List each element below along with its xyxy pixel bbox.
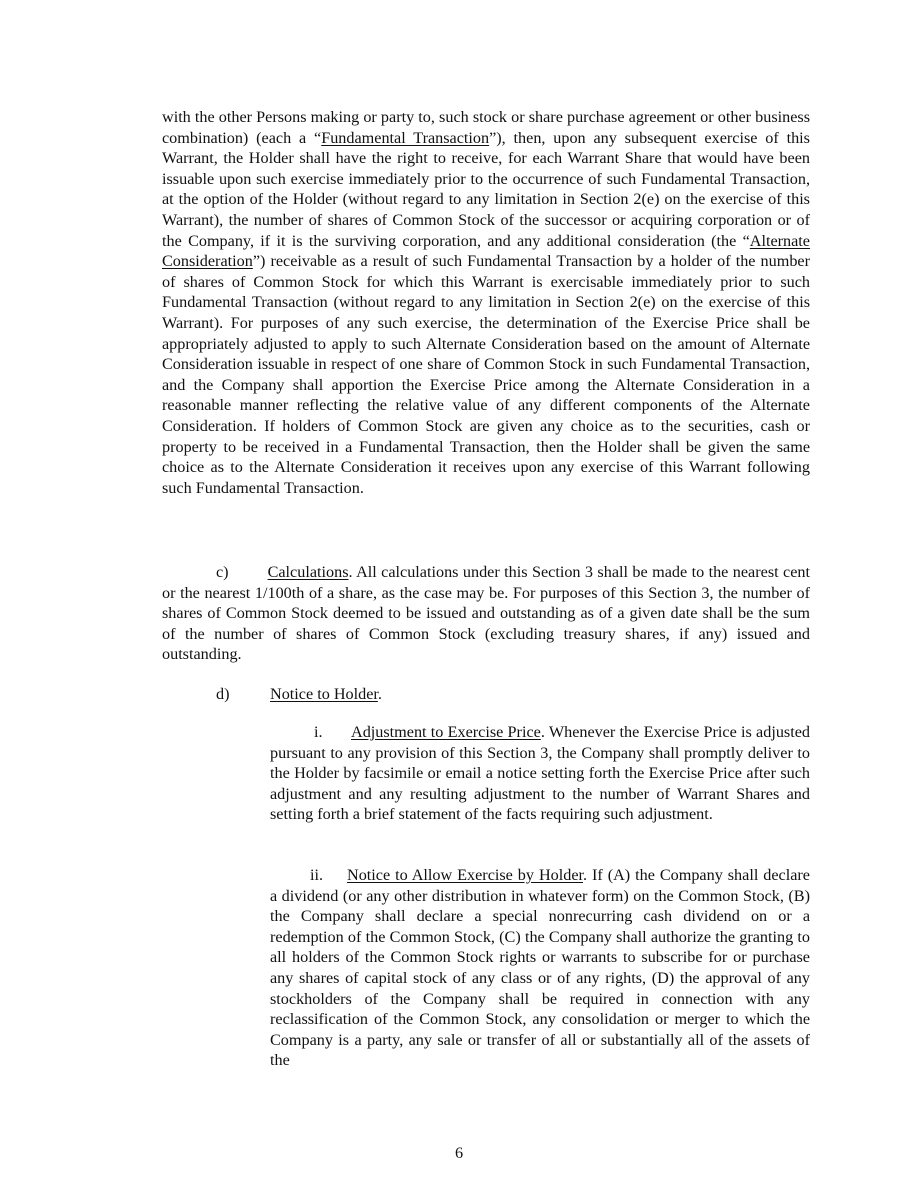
subsection-body: . If (A) the Company shall declare a dividend (or any other distribution in whatever form) on the Common Stock, (B) the Company shall declare a special nonrecurring cash dividend on or a redemption of the Common Stock, (C) the Company shall authorize the granting to all holders of the Common Stock rights or warrants to subscribe for or purchase any shares of capital stock of any class or of any rights, (D) the approval of any stockholders of the Company shall be required in connection with any reclassification of the Common Stock, any consolidation or merger to which the Company is a party, any sale or transfer of all or substantially all of the assets of the [270, 866, 810, 1070]
subsection-i-adjustment [270, 722, 810, 825]
subsection-body: . Whenever the Exercise Price is adjusted pursuant to any provision of this Section 3, the Company shall promptly deliver to the Holder by facsimile or email a notice setting forth the Exercise Price after such adjustment and any resulting adjustment to the number of Warrant Shares and setting forth a brief statement of the facts requiring such adjustment. [270, 723, 810, 824]
section-title: Notice to Holder [270, 685, 378, 703]
subsection-title: Adjustment to Exercise Price [351, 723, 541, 741]
paragraph-text-part: with the other Persons making or party to, such stock or share purchase agreement or other business combination) (each a “ [162, 108, 810, 147]
section-number: d) [216, 685, 230, 703]
section-number: c) [216, 563, 229, 581]
section-title-suffix: . [377, 685, 382, 703]
section-title-wrap [270, 684, 382, 705]
defined-term-fundamental-transaction: Fundamental Transaction [321, 128, 490, 147]
page-number: 6 [454, 1144, 464, 1162]
section-c-calculations [162, 562, 810, 665]
subsection-number: i. [314, 723, 323, 741]
defined-term-alternate-consideration: Alternate Consideration [162, 231, 810, 271]
section-title: Calculations [267, 563, 349, 581]
paragraph-text-part: ”) receivable as a result of such Fundamental Transaction by a holder of the number of shares of Common Stock for which this Warrant is exercisable immediately prior to such Fundamental Transaction (without regard to any limitation in Section 2(e) on the exercise of this Warrant). For purposes of any such exercise, the determination of the Exercise Price shall be appropriately adjusted to apply to such Alternate Consideration based on the amount of Alternate Consideration issuable in respect of one share of Common Stock in such Fundamental Transaction, and the Company shall apportion the Exercise Price among the Alternate Consideration in a reasonable manner reflecting the relative value of any different components of the Alternate Consideration. If holders of Common Stock are given any choice as to the securities, cash or property to be received in a Fundamental Transaction, then the Holder shall be given the same choice as to the Alternate Consideration it receives upon any exercise of this Warrant following such Fundamental Transaction. [162, 252, 810, 497]
fundamental-transaction-paragraph [162, 107, 810, 498]
subsection-title: Notice to Allow Exercise by Holder [347, 866, 583, 884]
paragraph-text-part: ”), then, upon any subsequent exercise of this Warrant, the Holder shall have the right to receive, for each Warrant Share that would have been issuable upon such exercise immediately prior to the occurrence of such Fundamental Transaction, at the option of the Holder (without regard to any limitation in Section 2(e) on the exercise of this Warrant), the number of shares of Common Stock of the successor or acquiring corporation or of the Company, if it is the surviving corporation, and any additional consideration (the “ [162, 128, 810, 250]
subsection-number: ii. [310, 866, 324, 884]
section-body: . All calculations under this Section 3 shall be made to the nearest cent or the nearest 1/100th of a share, as the case may be. For purposes of this Section 3, the number of shares of Common Stock deemed to be issued and outstanding as of a given date shall be the sum of the number of shares of Common Stock (excluding treasury shares, if any) issued and outstanding. [162, 563, 810, 664]
subsection-ii-notice [270, 865, 810, 1071]
